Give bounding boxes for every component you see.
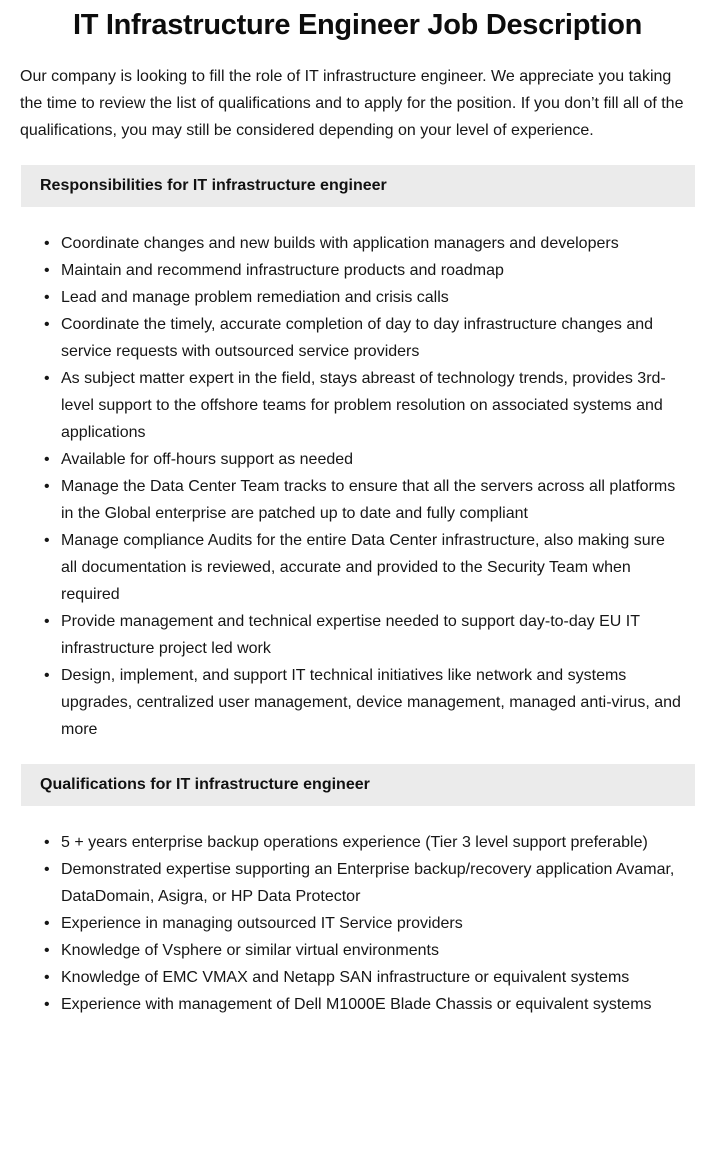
list-item: • Experience in managing outsourced IT Service providers	[61, 910, 685, 937]
list-item: • Available for off-hours support as needed	[61, 446, 685, 473]
list-item: • Coordinate the timely, accurate completion of day to day infrastructure changes and service requests with outsourced service providers	[61, 311, 685, 365]
list-item: • As subject matter expert in the field, stays abreast of technology trends, provides 3rd-level support to the offshore teams for problem resolution on associated systems and applications	[61, 365, 685, 446]
list-item: • Coordinate changes and new builds with application managers and developers	[61, 230, 685, 257]
list-item: • Design, implement, and support IT technical initiatives like network and systems upgrades, centralized user management, device management, managed anti-virus, and more	[61, 662, 685, 743]
responsibilities-list	[20, 230, 695, 743]
list-item: • Knowledge of Vsphere or similar virtual environments	[61, 937, 685, 964]
page-title: IT Infrastructure Engineer Job Description	[72, 9, 643, 41]
qualifications-section	[20, 764, 695, 1018]
responsibilities-heading: Responsibilities for IT infrastructure engineer	[40, 177, 387, 194]
responsibilities-header-bar	[21, 165, 695, 207]
responsibilities-section	[20, 165, 695, 743]
list-item: • Experience with management of Dell M1000E Blade Chassis or equivalent systems	[61, 991, 685, 1018]
list-item: • Demonstrated expertise supporting an Enterprise backup/recovery application Avamar, DataDomain, Asigra, or HP Data Protector	[61, 856, 685, 910]
list-item: • Lead and manage problem remediation and crisis calls	[61, 284, 685, 311]
qualifications-header-bar	[21, 764, 695, 806]
list-item: • Maintain and recommend infrastructure products and roadmap	[61, 257, 685, 284]
intro-paragraph: Our company is looking to fill the role of IT infrastructure engineer. We appreciate you taking the time to review the list of qualifications and to apply for the position. If you don’t fill all of the qualifications, you may still be considered depending on your level of experience.	[20, 68, 684, 139]
list-item: • Provide management and technical expertise needed to support day-to-day EU IT infrastructure project led work	[61, 608, 685, 662]
list-item: • Manage the Data Center Team tracks to ensure that all the servers across all platforms in the Global enterprise are patched up to date and fully compliant	[61, 473, 685, 527]
qualifications-list	[20, 829, 695, 1018]
qualifications-heading: Qualifications for IT infrastructure engineer	[40, 776, 370, 793]
list-item: • 5 + years enterprise backup operations experience (Tier 3 level support preferable)	[61, 829, 685, 856]
list-item: • Knowledge of EMC VMAX and Netapp SAN infrastructure or equivalent systems	[61, 964, 685, 991]
list-item: • Manage compliance Audits for the entire Data Center infrastructure, also making sure all documentation is reviewed, accurate and provided to the Security Team when required	[61, 527, 685, 608]
